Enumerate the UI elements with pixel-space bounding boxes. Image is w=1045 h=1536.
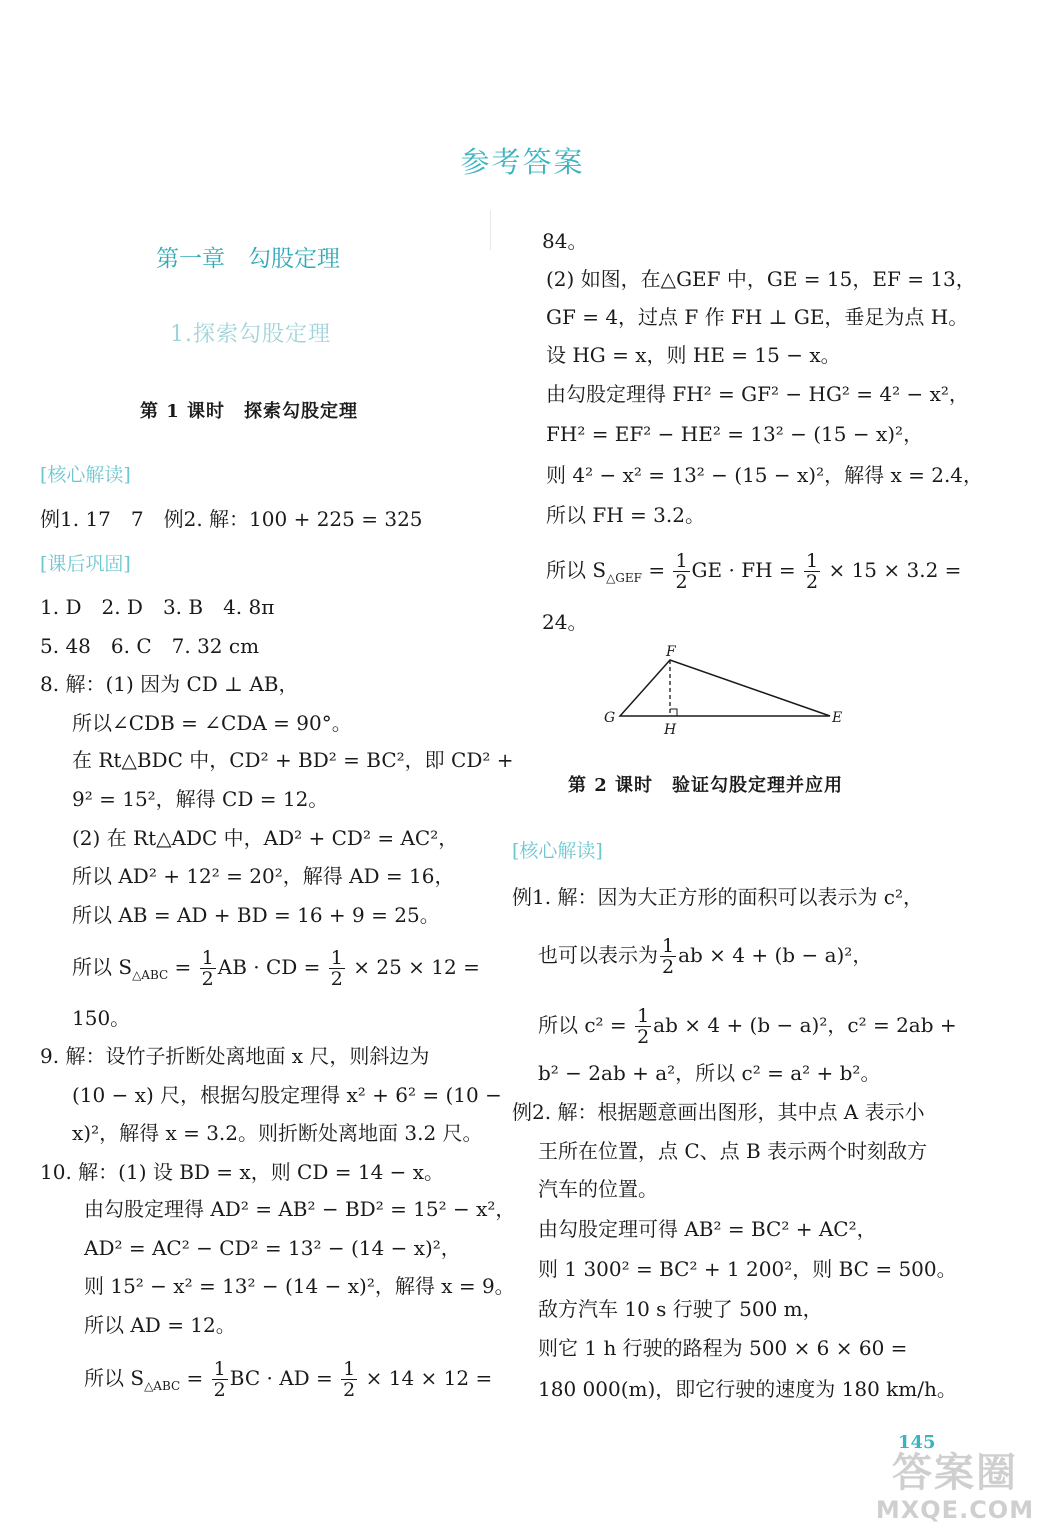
fraction-denominator: 2 <box>662 956 675 978</box>
fraction-denominator: 2 <box>201 968 214 990</box>
fraction-denominator: 2 <box>330 968 343 990</box>
answer-line: AD² = AC² − CD² = 13² − (14 − x)²， <box>84 1236 461 1260</box>
answer-line: FH² = EF² − HE² = 13² − (15 − x)²， <box>546 422 924 446</box>
answer-line: b² − 2ab + a²，所以 c² = a² + b²。 <box>538 1061 881 1085</box>
answer-line <box>538 936 872 977</box>
fraction-denominator: 2 <box>675 571 688 593</box>
answer-line: 8. 解：(1) 因为 CD ⊥ AB， <box>40 672 299 696</box>
answer-line: 则 4² − x² = 13² − (15 − x)²，解得 x = 2.4， <box>546 463 984 487</box>
label-h: H <box>664 722 677 738</box>
fraction <box>635 1006 651 1047</box>
formula-subscript: △ABC <box>132 968 169 982</box>
label-f: F <box>666 644 676 660</box>
formula-subscript: △ABC <box>144 1379 181 1393</box>
fraction-numerator: 1 <box>675 550 688 572</box>
formula-text: 所以 S <box>84 1366 145 1390</box>
formula-text: ab × 4 + (b − a)²， <box>678 943 873 967</box>
answer-line: 则 15² − x² = 13² − (14 − x)²，解得 x = 9。 <box>84 1274 515 1298</box>
fraction <box>200 948 216 989</box>
answer-line: 1. D 2. D 3. B 4. 8π <box>40 595 275 619</box>
answer-line: 则 1 300² = BC² + 1 200²，则 BC = 500。 <box>538 1257 957 1281</box>
answer-line: 9. 解：设竹子折断处离地面 x 尺，则斜边为 <box>40 1044 430 1068</box>
answer-line: 所以 AB = AD + BD = 16 + 9 = 25。 <box>72 903 440 927</box>
page-number: 145 <box>898 1432 936 1453</box>
answer-line <box>538 1006 957 1047</box>
formula-text: AB · CD = <box>217 955 327 979</box>
formula-text: = <box>180 1366 210 1390</box>
formula-text: × 25 × 12 = <box>346 955 480 979</box>
answer-line: x)²，解得 x = 3.2。则折断处离地面 3.2 尺。 <box>72 1121 483 1145</box>
answer-line: 所以∠CDB = ∠CDA = 90°。 <box>72 711 352 735</box>
watermark-logo: 答案圈 <box>892 1450 1018 1496</box>
fraction-denominator: 2 <box>213 1379 226 1401</box>
chapter-title: 第一章 勾股定理 <box>156 246 340 272</box>
fraction-denominator: 2 <box>343 1379 356 1401</box>
formula-text: × 14 × 12 = <box>359 1366 493 1390</box>
fraction <box>341 1359 357 1400</box>
triangle-gef <box>620 660 830 716</box>
fraction-numerator: 1 <box>806 550 819 572</box>
answer-line: 由勾股定理得 AD² = AB² − BD² = 15² − x²， <box>84 1197 516 1221</box>
column-divider <box>490 210 491 250</box>
answer-line: 所以 AD = 12。 <box>84 1313 236 1337</box>
right-angle-mark <box>670 709 677 716</box>
answer-line: 则它 1 h 行驶的路程为 500 × 6 × 60 = <box>538 1336 908 1360</box>
formula-text: 所以 S <box>546 558 607 582</box>
answer-line: 例1. 解：因为大正方形的面积可以表示为 c²， <box>512 885 924 909</box>
answer-line: 24。 <box>542 610 588 634</box>
answer-line: 9² = 15²，解得 CD = 12。 <box>72 787 329 811</box>
fraction <box>804 551 820 592</box>
answer-line: 由勾股定理得 FH² = GF² − HG² = 4² − x²， <box>546 382 969 406</box>
answer-line: GF = 4，过点 F 作 FH ⊥ GE，垂足为点 H。 <box>546 305 969 329</box>
answer-line: 敌方汽车 10 s 行驶了 500 m， <box>538 1297 823 1321</box>
label-e: E <box>832 710 843 726</box>
answer-line: (2) 在 Rt△ADC 中，AD² + CD² = AC²， <box>72 826 459 850</box>
area-formula <box>72 948 480 989</box>
formula-text: = <box>641 558 672 582</box>
answer-line: 由勾股定理可得 AB² = BC² + AC²， <box>538 1217 877 1241</box>
formula-text: BC · AD = <box>229 1366 340 1390</box>
lesson-title: 第 2 课时 验证勾股定理并应用 <box>568 775 844 796</box>
fraction <box>212 1359 228 1400</box>
section-tag-core: [核心解读] <box>40 464 131 486</box>
label-g: G <box>604 710 616 726</box>
formula-text: GE · FH = <box>691 558 802 582</box>
fraction-numerator: 1 <box>662 935 675 957</box>
fraction-numerator: 1 <box>637 1005 650 1027</box>
fraction-denominator: 2 <box>637 1026 650 1048</box>
fraction-numerator: 1 <box>201 947 214 969</box>
answer-line: 在 Rt△BDC 中，CD² + BD² = BC²，即 CD² + <box>72 748 514 772</box>
formula-text: = <box>168 955 198 979</box>
answer-line: 汽车的位置。 <box>538 1177 658 1201</box>
answer-line: 例1. 17 7 例2. 解：100 + 225 = 325 <box>40 507 423 531</box>
area-formula <box>84 1359 492 1400</box>
fraction <box>660 936 676 977</box>
lesson-title: 第 1 课时 探索勾股定理 <box>140 401 359 422</box>
answer-line: 84。 <box>542 229 588 253</box>
answer-line: 设 HG = x，则 HE = 15 − x。 <box>546 343 841 367</box>
answer-line: 10. 解：(1) 设 BD = x，则 CD = 14 − x。 <box>40 1160 445 1184</box>
answer-line: 王所在位置，点 C、点 B 表示两个时刻敌方 <box>538 1139 928 1163</box>
area-formula <box>546 551 961 592</box>
triangle-figure <box>596 640 856 740</box>
formula-subscript: △GEF <box>606 571 642 585</box>
answer-line: 例2. 解：根据题意画出图形，其中点 A 表示小 <box>512 1100 925 1124</box>
formula-text: 所以 c² = <box>538 1013 634 1037</box>
formula-text: × 15 × 3.2 = <box>822 558 962 582</box>
fraction <box>673 551 689 592</box>
answer-line: (10 − x) 尺，根据勾股定理得 x² + 6² = (10 − <box>72 1083 502 1107</box>
formula-text: 所以 S <box>72 955 133 979</box>
fraction-denominator: 2 <box>806 571 819 593</box>
watermark-url: MXQE.COM <box>875 1496 1035 1524</box>
answer-line: 所以 AD² + 12² = 20²，解得 AD = 16， <box>72 864 455 888</box>
fraction-numerator: 1 <box>330 947 343 969</box>
watermark <box>870 1450 1040 1530</box>
answer-line: 150。 <box>72 1006 131 1030</box>
fraction <box>329 948 345 989</box>
fraction-numerator: 1 <box>343 1358 356 1380</box>
fraction-numerator: 1 <box>213 1358 226 1380</box>
answer-line: 5. 48 6. C 7. 32 cm <box>40 634 260 658</box>
page-title: 参考答案 <box>460 145 585 179</box>
answer-line: 所以 FH = 3.2。 <box>546 503 705 527</box>
formula-text: ab × 4 + (b − a)²，c² = 2ab + <box>653 1013 957 1037</box>
formula-text: 也可以表示为 <box>538 943 658 967</box>
answer-line: (2) 如图，在△GEF 中，GE = 15，EF = 13， <box>546 267 976 291</box>
answer-line: 180 000(m)，即它行驶的速度为 180 km/h。 <box>538 1377 957 1401</box>
section-tag-core: [核心解读] <box>512 840 603 862</box>
section-tag-review: [课后巩固] <box>40 553 131 575</box>
section-title: 1.探索勾股定理 <box>170 322 331 347</box>
